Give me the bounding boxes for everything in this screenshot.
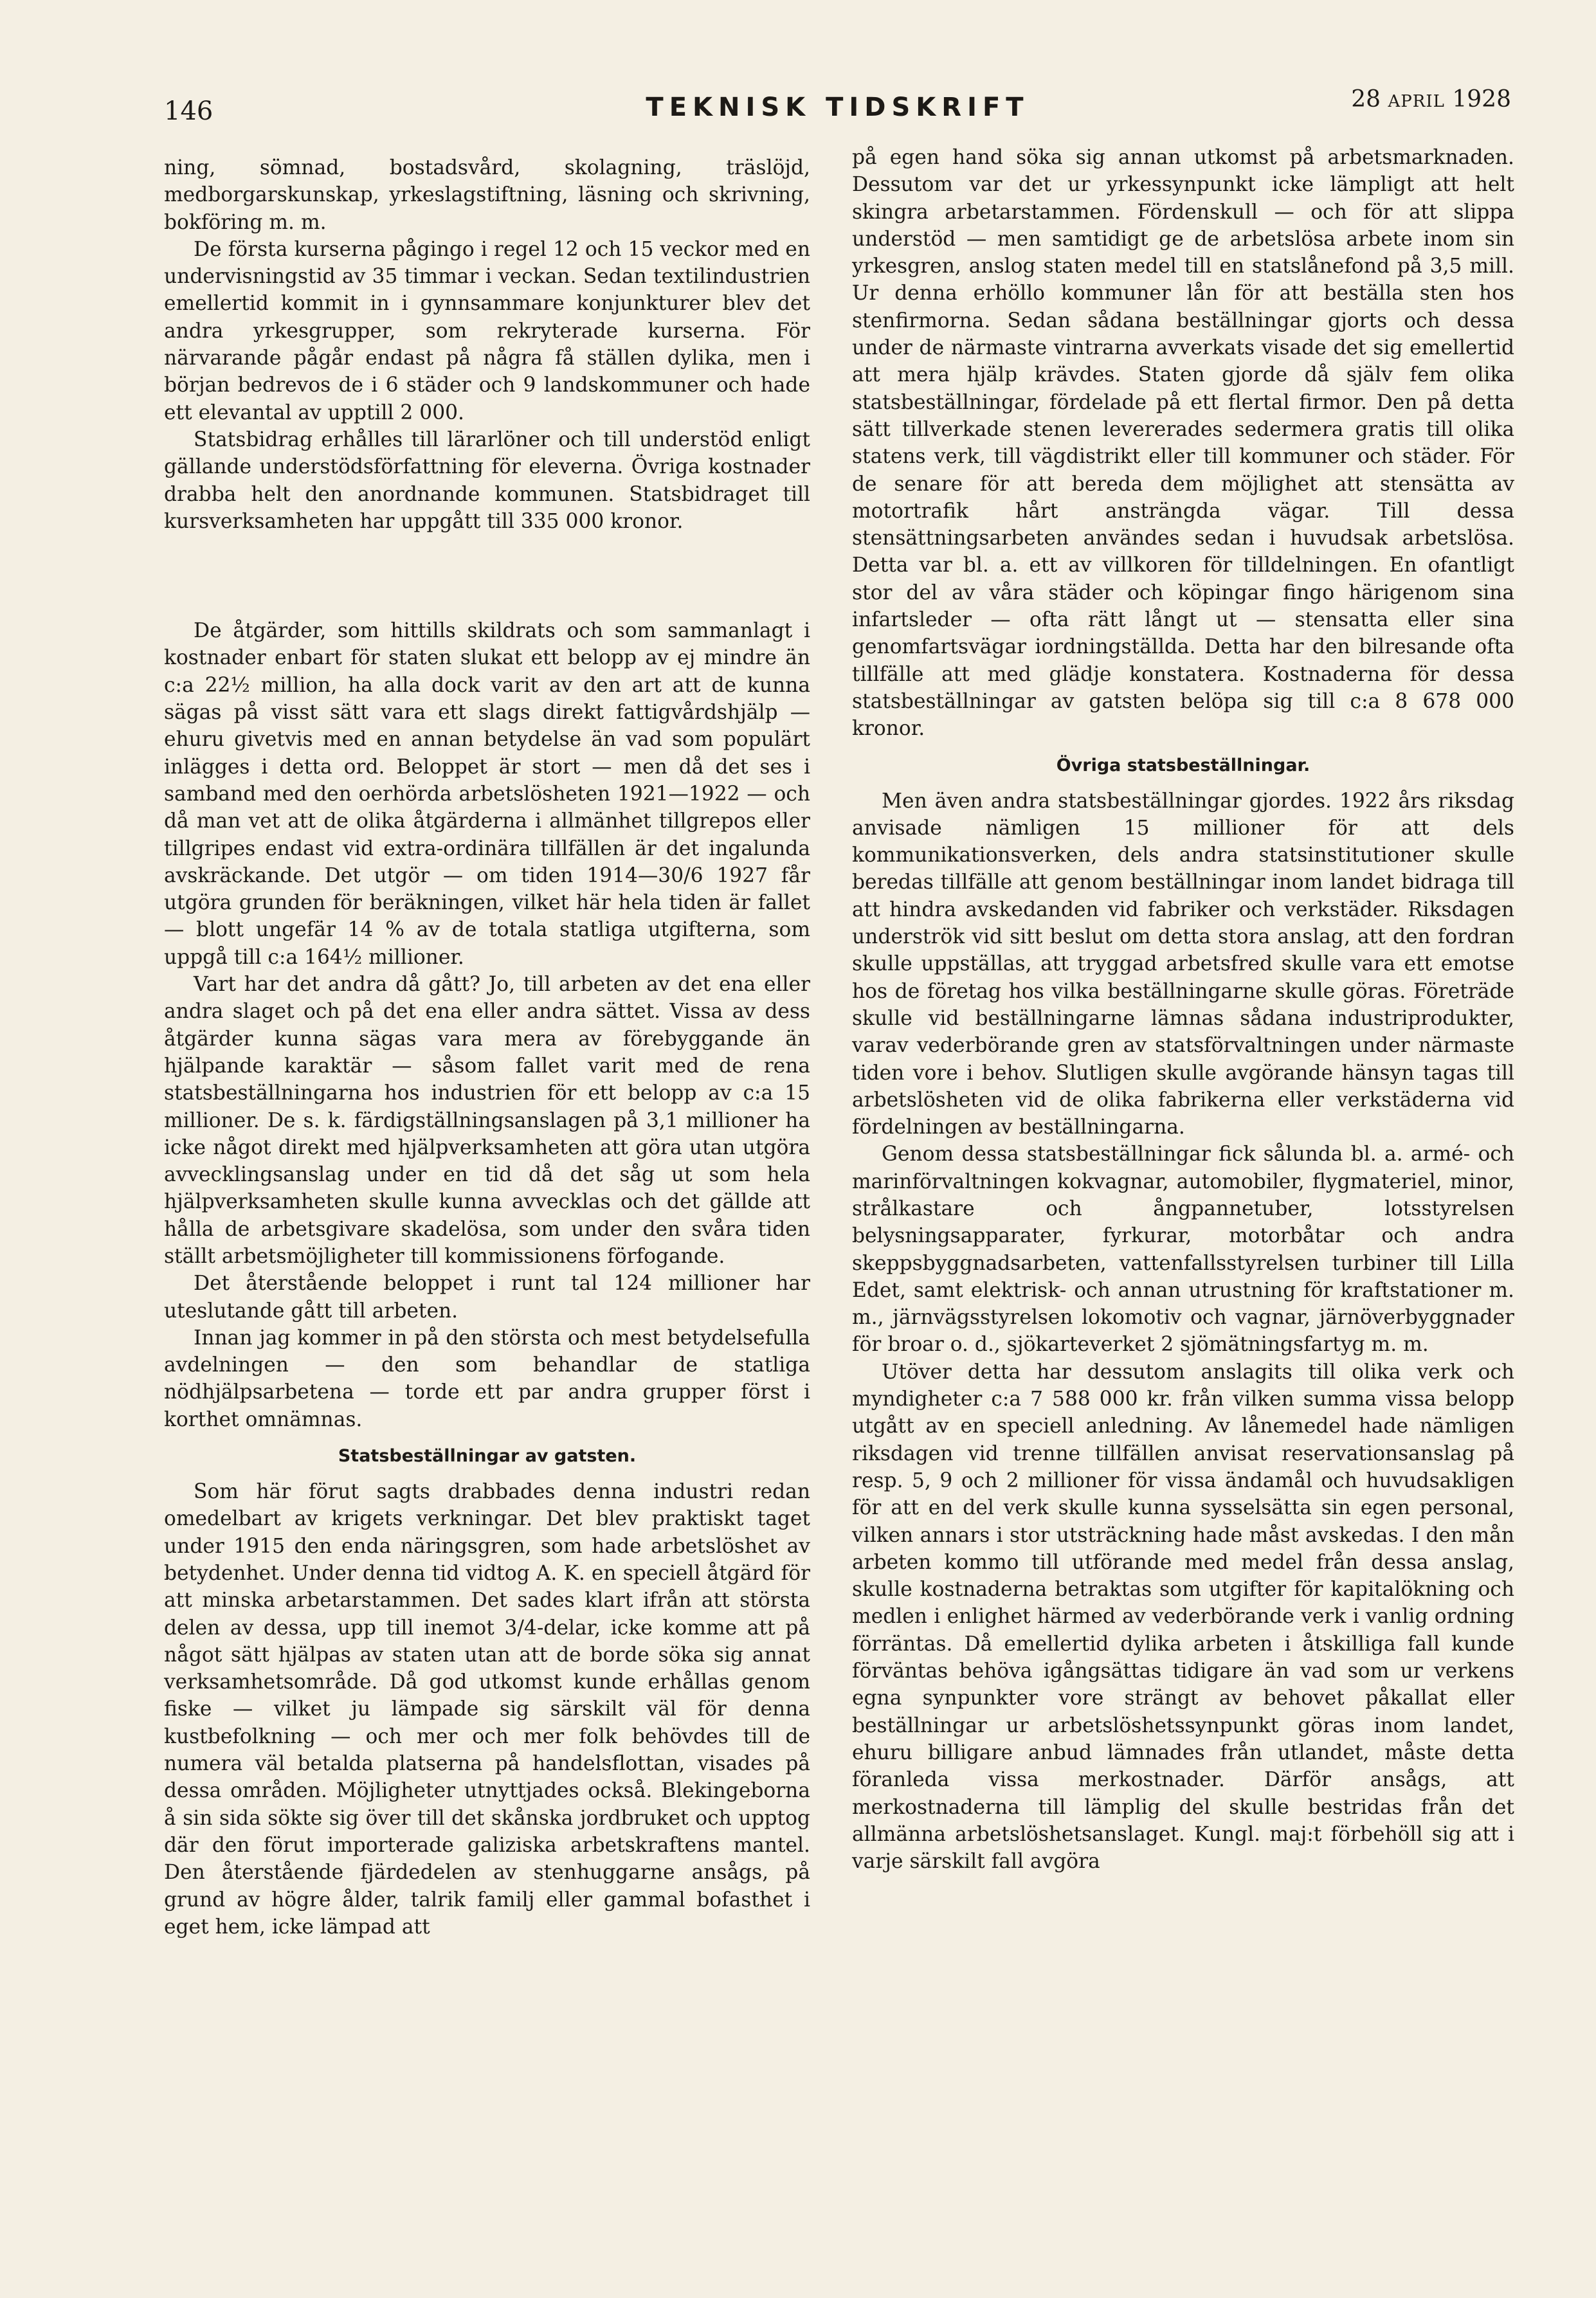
section-heading: Statsbeställningar av gatsten. [338,1446,637,1467]
paragraph: ning, sömnad, bostadsvård, skolagning, träslöjd, medborgarskunskap, yrkeslagstiftning, läsning och skrivning, bokföring m. m. [164,156,810,234]
issue-date [1351,86,1511,113]
issue-date-day: 28 [1351,86,1381,113]
paragraph: Det återstående beloppet i runt tal 124 millioner har uteslutande gått till arbeten. [164,1272,810,1323]
paragraph: Innan jag kommer in på den största och mest betydelsefulla avdelningen — den som behandlar de statliga nödhjälpsarbetena — torde ett par andra grupper först i korthet omnämnas. [164,1326,810,1431]
issue-date-month: APRIL [1388,92,1445,111]
paragraph: De första kurserna pågingo i regel 12 och 15 veckor med en undervisningstid av 35 timmar i veckan. Sedan textilindustrien emellertid kommit in i gynnsammare konjunkturer blev det andra yrkesgrupper, som rekryterade kurserna. För närvarande pågår endast på några få ställen dylika, men i början bedrevos de i 6 städer och 9 landskommuner och hade ett elevantal av upptill 2 000. [164,237,810,424]
journal-title: TEKNISK TIDSKRIFT [646,93,1029,122]
paragraph: De åtgärder, som hittills skildrats och som sammanlagt i kostnader enbart för staten slukat ett belopp av ej mindre än c:a 22½ million, ha alla dock varit av den art att de kunna sägas på visst sätt vara ett slags direkt fattigvårdshjälp — ehuru givetvis med en annan betydelse än vad som populärt inlägges i detta ord. Beloppet är stort — men då det ses i samband med den oerhörda arbetslösheten 1921—1922 — och då man vet att de olika åtgärderna i allmänhet tillgrepos eller tillgripes endast vid extra-ordinära tillfällen är det ingalunda avskräckande. Det utgör — om tiden 1914—30/6 1927 får utgöra grunden för beräkningen, vilket här hela tiden är fallet — blott ungefär 14 % av de totala statliga utgifterna, som uppgå till c:a 164½ millioner. [164,619,810,969]
paragraph: Utöver detta har dessutom anslagits till olika verk och myndigheter c:a 7 588 000 kr. från vilken summa vissa belopp utgått av en speciell anledning. Av lånemedel hade nämligen riksdagen vid trenne tillfällen anvisat reservationsanslag på resp. 5, 9 och 2 millioner för vissa ändamål och huvudsakligen för att en del verk skulle kunna sysselsätta sin egen personal, vilken annars i stor utsträckning hade måst avskedas. I den mån arbeten kommo till utförande med medel från dessa anslag, skulle kostnaderna betraktas som utgifter för kapitalökning och medlen i enlighet härmed av vederbörande verk i vanlig ordning förräntas. Då emellertid dylika arbeten i åtskilliga fall kunde förväntas behöva igångsättas tidigare än vad som ur verkens egna synpunkter vore strängt av behovet påkallat eller beställningar ur arbetslöshetssynpunkt göras inom landet, ehuru billigare anbud lämnades från utlandet, måste detta föranleda vissa merkostnader. Därför ansågs, att merkostnaderna till lämplig del skulle bestridas från det allmänna arbetslöshetsanslaget. Kungl. maj:t förbehöll sig att i varje särskilt fall avgöra [852,1360,1514,1874]
paragraph: Genom dessa statsbeställningar fick sålunda bl. a. armé- och marinförvaltningen kokvagnar, automobiler, flygmateriel, minor, strålkastare och ångpannetuber, lotsstyrelsen belysningsapparater, fyrkurar, motorbåtar och andra skeppsbyggnadsarbeten, vattenfallsstyrelsen turbiner till Lilla Edet, samt elektrisk- och annan utrustning för kraftstationer m. m., järnvägsstyrelsen lokomotiv och vagnar, järnöverbyggnader för broar o. d., sjökarteverket 2 sjömätningsfartyg m. m. [852,1143,1514,1357]
paragraph: Vart har det andra då gått? Jo, till arbeten av det ena eller andra slaget och på det ena eller andra sättet. Vissa av dess åtgärder kunna sägas vara mera av förebyggande än hjälpande karaktär — såsom fallet varit med de rena statsbeställningarna hos industrien för ett belopp av c:a 15 millioner. De s. k. färdigställningsanslagen på 3,1 millioner ha icke något direkt med hjälpverksamheten att göra utan utgöra avvecklingsanslag under en tid då det såg ut som hela hjälpverksamheten skulle kunna avvecklas och det gällde att hålla de arbetsgivare skadelösa, som under den svåra tiden ställt arbetsmöjligheter till kommissionens förfogande. [164,973,810,1268]
paragraph: Men även andra statsbeställningar gjordes. 1922 års riksdag anvisade nämligen 15 millioner för att dels kommunikationsverken, dels andra statsinstitutioner skulle beredas tillfälle att genom beställningar inom landet bidraga till att hindra avskedanden vid fabriker och verkstäder. Riksdagen underströk vid sitt beslut om detta stora anslag, att den fordran skulle uppställas, att tryggad arbetsfred skulle vara ett emotse hos de företag hos vilka beställningarne skulle göras. Företräde skulle vid beställningarne lämnas sådana industriprodukter, varav vederbörande gren av statsförvaltningen under närmaste tiden vore i behov. Slutligen skulle avgörande hänsyn tagas till arbetslösheten vid de olika fabrikerna eller verkstäderna vid fördelningen av beställningarna. [852,789,1514,1139]
page-number: 146 [164,96,213,126]
section-gap [164,535,810,617]
right-column [852,144,1514,1875]
left-column [164,154,810,1941]
paragraph: Statsbidrag erhålles till lärarlöner och till understöd enligt gällande understödsförfattning för eleverna. Övriga kostnader drabba helt den anordnande kommunen. Statsbidraget till kursverksamheten har uppgått till 335 000 kronor. [164,428,810,533]
page-header [164,86,1511,135]
section-heading: Övriga statsbeställningar. [1056,755,1310,775]
paragraph: på egen hand söka sig annan utkomst på arbetsmarknaden. Dessutom var det ur yrkessynpunkt icke lämpligt att helt skingra arbetarstammen. Fördenskull — och för att slippa understöd — men samtidigt ge de arbetslösa arbete inom sin yrkesgren, anslog staten medel till en statslånefond på 3,5 mill. Ur denna erhöllo kommuner lån för att beställa sten hos stenfirmorna. Sedan sådana beställningar gjorts och dessa under de närmaste vintrarna avverkats visade det sig emellertid att mera hjälp krävdes. Staten gjorde då själv fem olika statsbeställningar, fördelade på ett flertal firmor. Den på detta sätt tillverkade stenen levererades sedermera gratis till olika statens verk, till vägdistrikt eller till kommuner och städer. För de senare för att bereda dem möjlighet att stensätta av motortrafik hårt ansträngda vägar. Till dessa stensättningsarbeten användes sedan i huvudsak arbetslösa. Detta var bl. a. ett av villkoren för tilldelningen. En ofantligt stor del av våra städer och köpingar fingo härigenom sina infartsleder — ofta rätt långt ut — stensatta eller sina genomfartsvägar iordningställda. Detta har den bilresande ofta tillfälle att med glädje konstatera. Kostnaderna för dessa statsbeställningar av gatsten belöpa sig till c:a 8 678 000 kronor. [852,146,1514,741]
paragraph: Som här förut sagts drabbades denna industri redan omedelbart av krigets verkningar. Det blev praktiskt taget under 1915 den enda näringsgren, som hade arbetslöshet av betydenhet. Under denna tid vidtog A. K. en speciell åtgärd för att minska arbetarstammen. Det sades klart ifrån att största delen av dessa, upp till inemot 3/4-delar, icke komme att på något sätt hjälpas av staten utan att de borde söka sig annat verksamhetsområde. Då god utkomst kunde erhållas genom fiske — vilket ju lämpade sig särskilt väl för denna kustbefolkning — och mer och mer folk behövdes till de numera väl betalda platserna på handelsflottan, visades på dessa områden. Möjligheter utnyttjades också. Blekingeborna å sin sida sökte sig över till det skånska jordbruket och upptog där den förut importerade galiziska arbetskraftens mantel. Den återstående fjärdedelen av stenhuggarne ansågs, på grund av högre ålder, talrik familj eller gammal bofasthet i eget hem, icke lämpad att [164,1480,810,1939]
issue-date-year: 1928 [1452,86,1511,113]
